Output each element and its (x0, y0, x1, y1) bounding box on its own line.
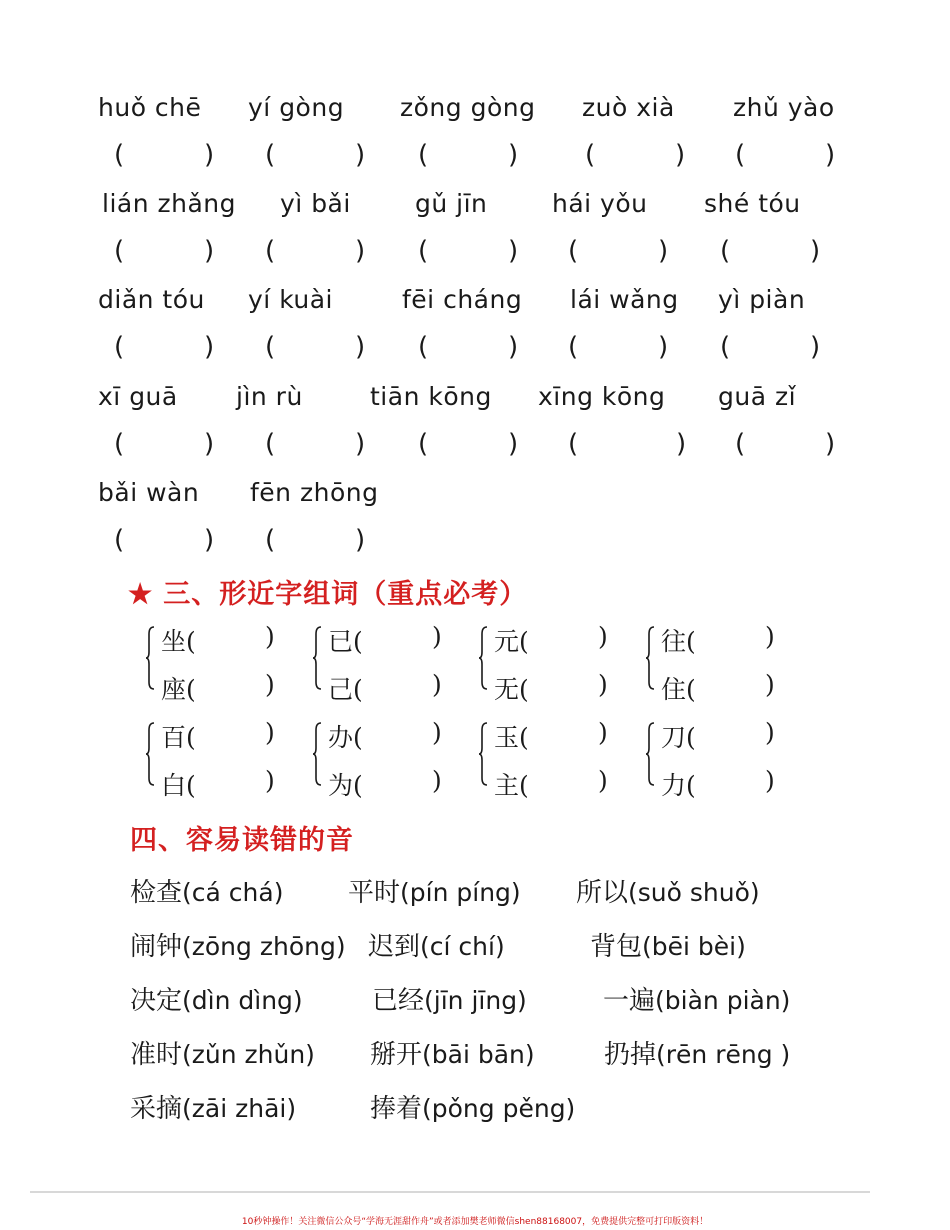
pinyin-word: yí gòng (248, 93, 345, 122)
brace-icon (312, 626, 322, 690)
pinyin-word: lián zhǎng (102, 189, 237, 218)
pinyin-word: hái yǒu (552, 189, 648, 218)
pronunciation-item: 扔掉(rēn rēng ) (604, 1040, 791, 1070)
pinyin-word: zǒng gòng (400, 93, 536, 122)
char-item: 玉( ) (494, 718, 608, 752)
pronunciation-item: 准时(zǔn zhǔn) (130, 1040, 315, 1070)
char-item: 办( ) (328, 718, 442, 752)
pinyin-word: gǔ jīn (415, 189, 488, 218)
char-item: 白( ) (161, 766, 275, 800)
pronunciation-item: 掰开(bāi bān) (370, 1040, 535, 1070)
char-item: 无( ) (494, 670, 608, 704)
pronunciation-item: 迟到(cí chí) (368, 932, 505, 962)
pronunciation-item: 所以(suǒ shuǒ) (576, 878, 760, 908)
char-item: 百( ) (161, 718, 275, 752)
footer-divider (30, 1191, 870, 1193)
char-item: 已( ) (328, 622, 442, 656)
pinyin-word: huǒ chē (98, 93, 202, 122)
pronunciation-item: 采摘(zāi zhāi) (130, 1094, 297, 1124)
pinyin-word: bǎi wàn (98, 478, 200, 507)
pinyin-word: fēi cháng (402, 285, 523, 314)
section-3-title: ★ 三、形近字组词（重点必考） (128, 579, 528, 610)
pinyin-word: xī guā (98, 382, 178, 411)
pinyin-word: diǎn tóu (98, 285, 205, 314)
pinyin-word: zhǔ yào (733, 93, 835, 122)
pinyin-word: yì piàn (718, 285, 806, 314)
brace-icon (478, 722, 488, 786)
pinyin-word: lái wǎng (570, 285, 679, 314)
char-item: 座( ) (161, 670, 275, 704)
char-item: 往( ) (661, 622, 775, 656)
footer-notice: 10秒钟操作！关注微信公众号“学海无涯甜作舟”或者添加樊老师微信shen88168007，免费提供完整可打印版资料！ (241, 1217, 709, 1227)
char-item: 元( ) (494, 622, 608, 656)
pronunciation-item: 一遍(biàn piàn) (603, 986, 791, 1016)
brace-icon (145, 722, 155, 786)
pronunciation-item: 已经(jīn jīng) (372, 986, 527, 1016)
section-4-title: 四、容易读错的音 (130, 825, 354, 856)
char-item: 己( ) (328, 670, 442, 704)
char-item: 力( ) (661, 766, 775, 800)
pinyin-word: yì bǎi (280, 189, 351, 218)
pinyin-word: shé tóu (704, 189, 801, 218)
star-icon: ★ (128, 579, 154, 610)
pinyin-word: jìn rù (236, 382, 303, 411)
char-item: 主( ) (494, 766, 608, 800)
pinyin-word: fēn zhōng (250, 478, 379, 507)
char-item: 住( ) (661, 670, 775, 704)
brace-icon (645, 626, 655, 690)
pinyin-word: tiān kōng (370, 382, 492, 411)
pinyin-word: zuò xià (582, 93, 675, 122)
pinyin-word: yí kuài (248, 285, 334, 314)
char-item: 为( ) (328, 766, 442, 800)
pinyin-word: xīng kōng (538, 382, 666, 411)
brace-icon (478, 626, 488, 690)
pronunciation-item: 闹钟(zōng zhōng) (130, 932, 346, 962)
brace-icon (645, 722, 655, 786)
pronunciation-item: 检查(cá chá) (130, 878, 284, 908)
char-item: 刀( ) (661, 718, 775, 752)
brace-icon (312, 722, 322, 786)
pronunciation-item: 背包(bēi bèi) (590, 932, 746, 962)
pronunciation-item: 平时(pín píng) (348, 878, 521, 908)
pronunciation-item: 捧着(pǒng pěng) (370, 1094, 576, 1124)
pronunciation-item: 决定(dìn dìng) (130, 986, 303, 1016)
pinyin-word: guā zǐ (718, 382, 797, 411)
brace-icon (145, 626, 155, 690)
char-item: 坐( ) (161, 622, 275, 656)
